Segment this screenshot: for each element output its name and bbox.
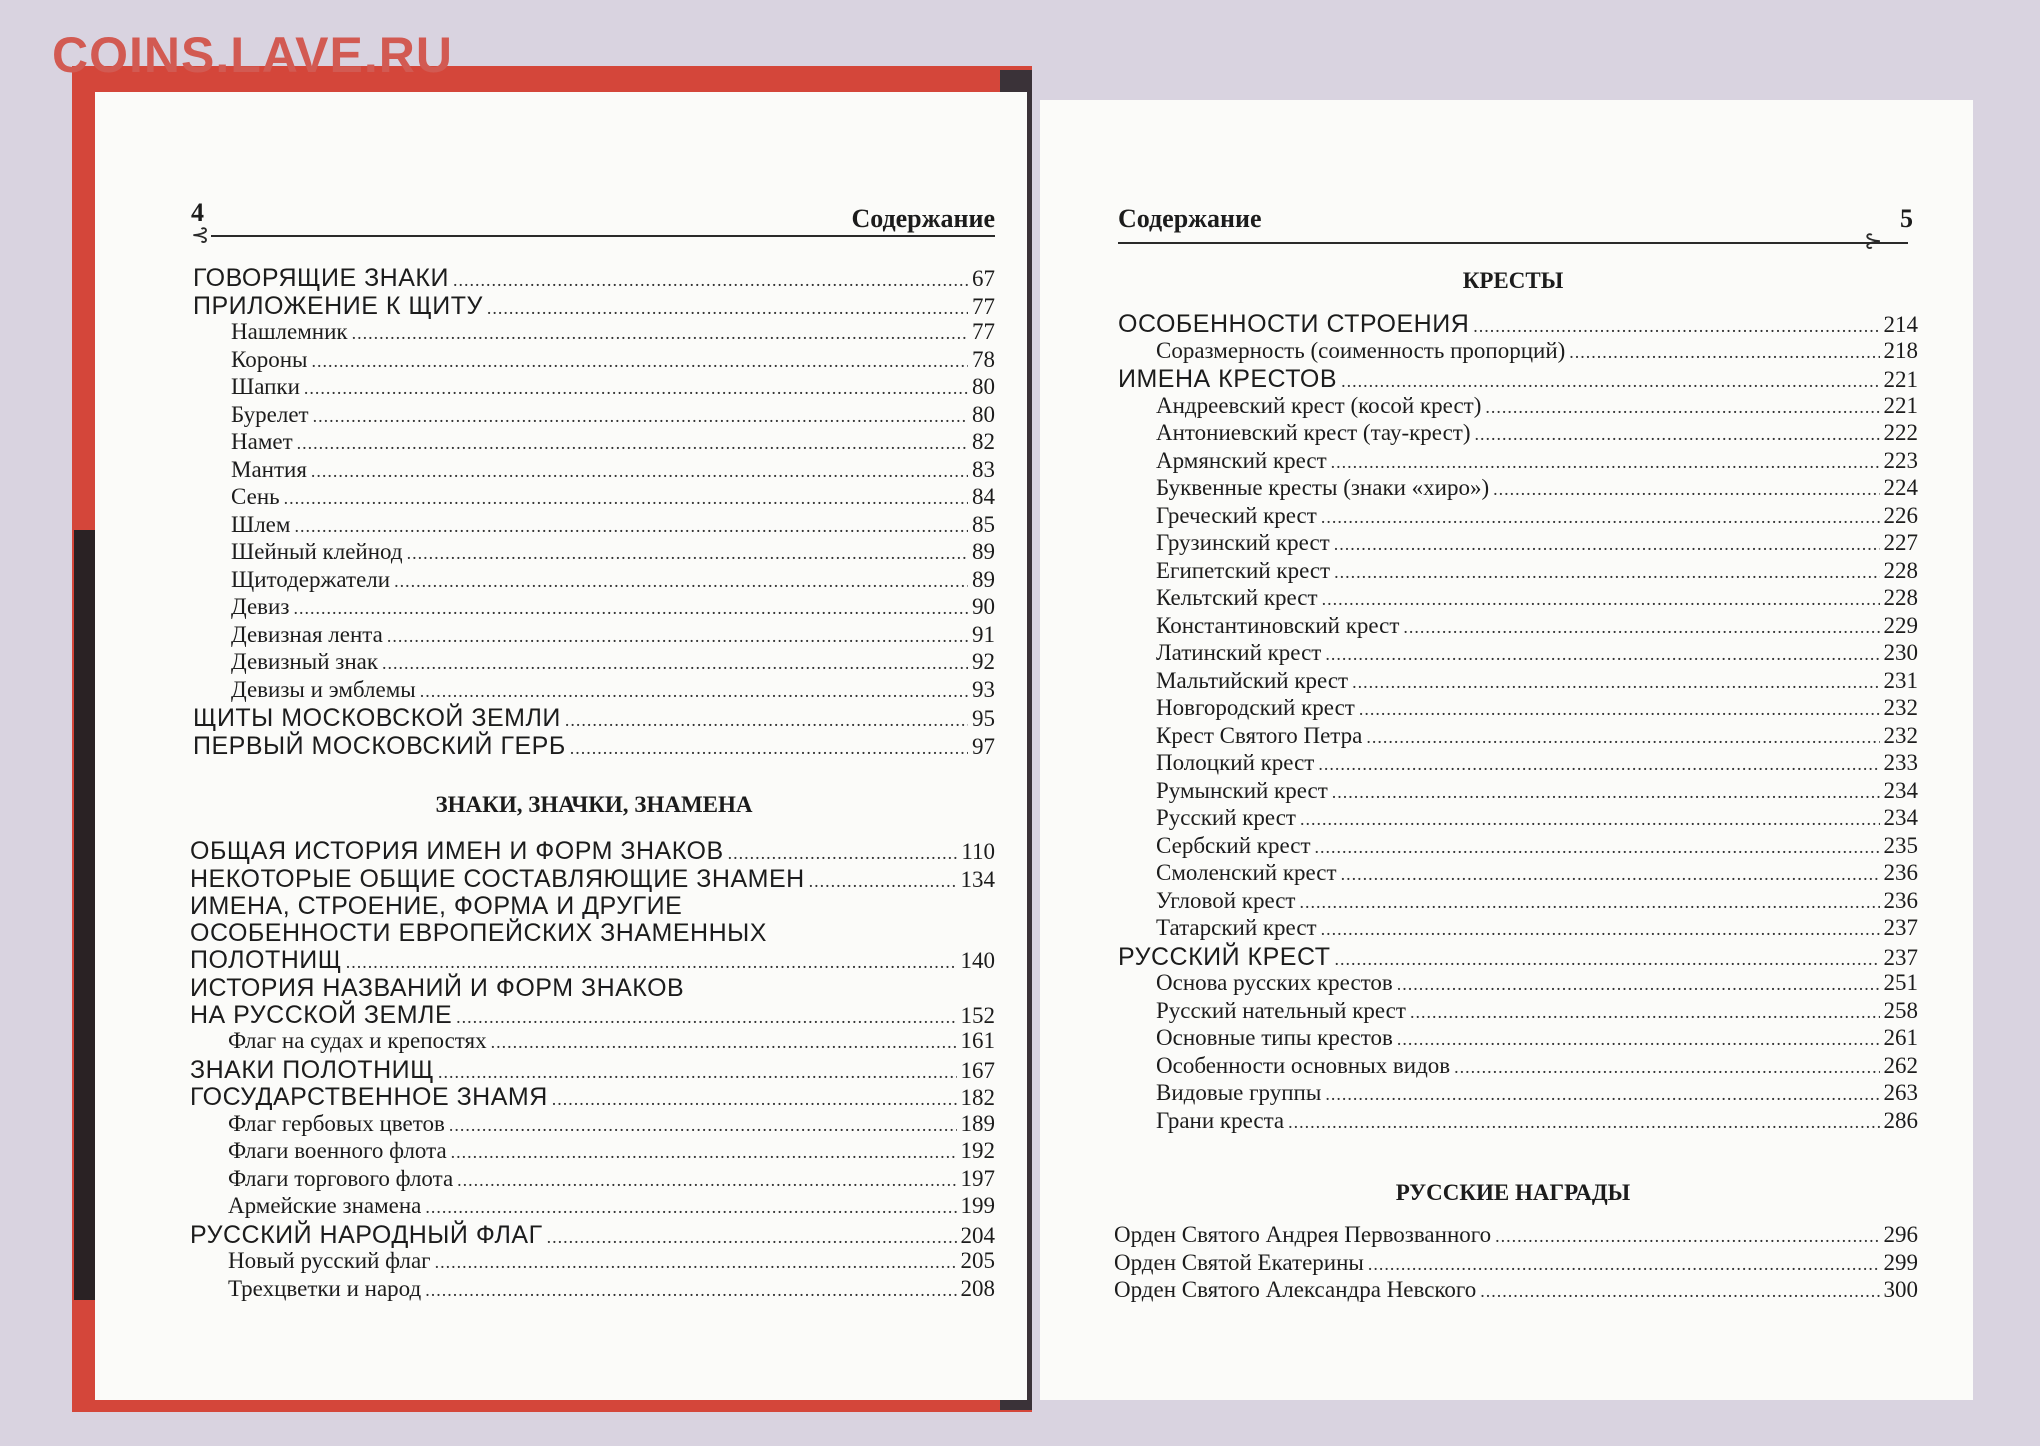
toc-entry bbox=[1114, 1277, 1918, 1305]
toc-entry-page: 80 bbox=[972, 401, 995, 427]
toc-entry-title: ГОВОРЯЩИЕ ЗНАКИ bbox=[193, 264, 449, 292]
toc-entry bbox=[193, 292, 995, 320]
toc-entry-page: 205 bbox=[960, 1248, 995, 1273]
dot-leader bbox=[435, 1252, 957, 1273]
running-header: Содержание bbox=[1118, 204, 1262, 233]
toc-entry-page: 93 bbox=[972, 676, 995, 702]
running-header: Содержание bbox=[851, 204, 995, 233]
toc-entry-page: 97 bbox=[972, 733, 995, 759]
toc-entry-page: 228 bbox=[1883, 557, 1918, 583]
dot-leader bbox=[294, 516, 968, 537]
dot-leader bbox=[425, 1197, 956, 1218]
toc-entry-title: Короны bbox=[231, 346, 308, 372]
toc-entry-title: Щитодержатели bbox=[231, 566, 391, 592]
toc-entry-title: ГОСУДАРСТВЕННОЕ ЗНАМЯ bbox=[190, 1083, 548, 1111]
toc-list bbox=[190, 837, 995, 1303]
toc-entry-page: 261 bbox=[1883, 1025, 1918, 1050]
toc-entry bbox=[190, 1166, 995, 1194]
toc-entry-page: 236 bbox=[1883, 887, 1918, 913]
dot-leader bbox=[304, 378, 968, 399]
toc-entry-page: 192 bbox=[960, 1138, 995, 1163]
toc-entry-page: 83 bbox=[972, 456, 995, 482]
toc-entry-title: Сербский крест bbox=[1156, 832, 1311, 858]
toc-entry-page: 189 bbox=[960, 1110, 995, 1136]
toc-entry-title: Татарский крест bbox=[1156, 915, 1317, 940]
toc-entry-title: ОСОБЕННОСТИ ЕВРОПЕЙСКИХ ЗНАМЕННЫХ bbox=[190, 919, 767, 947]
toc-entry bbox=[193, 484, 995, 512]
toc-entry-page: 218 bbox=[1883, 337, 1918, 363]
toc-entry bbox=[1118, 448, 1918, 476]
dot-leader bbox=[1352, 672, 1879, 693]
toc-entry-title: РУССКИЙ КРЕСТ bbox=[1118, 942, 1331, 971]
toc-entry bbox=[1118, 558, 1918, 586]
toc-entry bbox=[193, 429, 995, 457]
toc-entry-page: 224 bbox=[1883, 475, 1918, 500]
toc-entry bbox=[193, 539, 995, 567]
toc-entry-page: 232 bbox=[1883, 695, 1918, 720]
dot-leader bbox=[487, 298, 968, 319]
toc-entry-title: ЗНАКИ ПОЛОТНИЩ bbox=[190, 1055, 435, 1084]
toc-entry bbox=[1118, 915, 1918, 943]
dot-leader bbox=[382, 653, 968, 674]
dot-leader bbox=[1454, 1057, 1879, 1078]
toc-entry-title: Девизы и эмблемы bbox=[231, 676, 416, 702]
toc-entry-title: ИМЕНА, СТРОЕНИЕ, ФОРМА И ДРУГИЕ bbox=[190, 892, 683, 920]
dot-leader bbox=[809, 871, 957, 892]
toc-entry-title: Флаг гербовых цветов bbox=[228, 1110, 445, 1136]
toc-entry bbox=[193, 622, 995, 650]
toc-entry-title: Флаги торгового флота bbox=[228, 1165, 454, 1191]
toc-entry-page: 152 bbox=[960, 1002, 995, 1028]
toc-list bbox=[1114, 1222, 1918, 1305]
toc-entry bbox=[190, 1138, 995, 1166]
toc-entry-page: 90 bbox=[972, 594, 995, 619]
page-number: 4 bbox=[191, 198, 204, 227]
toc-entry-page: 199 bbox=[960, 1193, 995, 1218]
toc-entry bbox=[190, 865, 995, 893]
toc-entry-page: 80 bbox=[972, 374, 995, 399]
dot-leader bbox=[420, 681, 968, 702]
toc-entry-page: 236 bbox=[1883, 860, 1918, 885]
dot-leader bbox=[1325, 1084, 1879, 1105]
toc-entry bbox=[1118, 1053, 1918, 1081]
toc-entry-title: НЕКОТОРЫЕ ОБЩИЕ СОСТАВЛЯЮЩИЕ ЗНАМЕН bbox=[190, 864, 805, 893]
toc-entry bbox=[190, 1001, 995, 1029]
toc-list bbox=[1118, 310, 1918, 1135]
page-number: 5 bbox=[1900, 204, 1913, 233]
toc-entry bbox=[190, 1111, 995, 1139]
dot-leader bbox=[451, 1142, 957, 1163]
toc-entry-page: 214 bbox=[1883, 312, 1918, 337]
toc-entry bbox=[1118, 420, 1918, 448]
toc-entry-page: 77 bbox=[972, 319, 995, 344]
toc-entry-page: 78 bbox=[972, 346, 995, 372]
dot-leader bbox=[728, 843, 958, 864]
toc-entry-title: Мальтийский крест bbox=[1156, 667, 1349, 693]
toc-entry bbox=[1118, 475, 1918, 503]
toc-entry bbox=[193, 677, 995, 705]
toc-entry-page: 89 bbox=[972, 566, 995, 592]
toc-entry bbox=[193, 732, 995, 760]
toc-entry-title: ИМЕНА КРЕСТОВ bbox=[1118, 365, 1338, 393]
toc-entry-title: Румынский крест bbox=[1156, 777, 1328, 803]
dot-leader bbox=[311, 351, 968, 372]
toc-entry-page: 262 bbox=[1883, 1052, 1918, 1078]
toc-entry bbox=[1118, 365, 1918, 393]
dot-leader bbox=[313, 406, 968, 427]
toc-entry-title: НА РУССКОЙ ЗЕМЛЕ bbox=[190, 1000, 453, 1029]
toc-entry-page: 234 bbox=[1883, 805, 1918, 830]
toc-entry bbox=[1118, 613, 1918, 641]
toc-entry bbox=[190, 974, 995, 1001]
toc-entry-page: 167 bbox=[960, 1057, 995, 1083]
toc-entry-title: Угловой крест bbox=[1156, 887, 1296, 913]
dot-leader bbox=[1318, 754, 1879, 775]
dot-leader bbox=[1495, 1226, 1879, 1247]
toc-entry-title: Константиновский крест bbox=[1156, 612, 1400, 638]
dot-leader bbox=[425, 1280, 956, 1301]
toc-entry-page: 230 bbox=[1883, 640, 1918, 665]
toc-entry-title: Андреевский крест (косой крест) bbox=[1156, 392, 1482, 418]
dot-leader bbox=[1493, 479, 1879, 500]
toc-entry bbox=[193, 567, 995, 595]
dot-leader bbox=[1403, 617, 1879, 638]
dot-leader bbox=[552, 1089, 957, 1110]
dot-leader bbox=[565, 710, 968, 731]
dot-leader bbox=[1321, 919, 1880, 940]
dot-leader bbox=[1569, 342, 1879, 363]
toc-entry-page: 296 bbox=[1883, 1222, 1918, 1247]
toc-entry-title: Буквенные кресты (знаки «хиро») bbox=[1156, 475, 1490, 500]
dot-leader bbox=[438, 1062, 956, 1083]
toc-entry-page: 251 bbox=[1883, 970, 1918, 995]
toc-entry-title: Особенности основных видов bbox=[1156, 1052, 1451, 1078]
toc-entry-page: 204 bbox=[960, 1222, 995, 1248]
dot-leader bbox=[352, 323, 968, 344]
toc-entry-page: 89 bbox=[972, 539, 995, 564]
dot-leader bbox=[311, 461, 968, 482]
toc-entry-page: 237 bbox=[1883, 944, 1918, 970]
dot-leader bbox=[456, 1007, 956, 1028]
section-title: РУССКИЕ НАГРАДЫ bbox=[1395, 1180, 1631, 1205]
left-page bbox=[95, 92, 1027, 1400]
toc-entry-page: 84 bbox=[972, 484, 995, 509]
watermark: COINS.LAVE.RU bbox=[52, 27, 453, 83]
toc-entry-title: ПОЛОТНИЩ bbox=[190, 946, 342, 974]
toc-entry bbox=[1118, 943, 1918, 971]
toc-entry-title: Русский крест bbox=[1156, 805, 1296, 830]
dot-leader bbox=[407, 543, 968, 564]
toc-entry bbox=[1118, 640, 1918, 668]
toc-entry bbox=[193, 594, 995, 622]
toc-entry bbox=[193, 512, 995, 540]
toc-entry bbox=[1118, 750, 1918, 778]
toc-entry bbox=[190, 1276, 995, 1304]
toc-entry-page: 222 bbox=[1883, 420, 1918, 445]
toc-entry-title: ПРИЛОЖЕНИЕ К ЩИТУ bbox=[193, 291, 483, 320]
dot-leader bbox=[297, 433, 968, 454]
toc-entry bbox=[1118, 833, 1918, 861]
toc-entry-page: 82 bbox=[972, 429, 995, 454]
toc-entry-page: 233 bbox=[1883, 750, 1918, 775]
toc-entry-title: Крест Святого Петра bbox=[1156, 722, 1363, 748]
toc-entry bbox=[190, 946, 995, 974]
dot-leader bbox=[1321, 507, 1880, 528]
toc-entry-title: ОСОБЕННОСТИ СТРОЕНИЯ bbox=[1118, 310, 1470, 338]
dot-leader bbox=[1366, 727, 1879, 748]
toc-entry bbox=[193, 402, 995, 430]
dot-leader bbox=[1359, 699, 1880, 720]
toc-entry-page: 134 bbox=[960, 866, 995, 892]
section-title: КРЕСТЫ bbox=[1462, 268, 1564, 293]
toc-entry-title: Сень bbox=[231, 484, 280, 509]
toc-entry-page: 221 bbox=[1883, 367, 1918, 392]
dot-leader bbox=[1299, 892, 1879, 913]
toc-entry-title: Антониевский крест (тау-крест) bbox=[1156, 420, 1471, 445]
toc-entry bbox=[190, 837, 995, 865]
toc-entry-title: Бурелет bbox=[231, 401, 309, 427]
toc-entry bbox=[190, 892, 995, 919]
dot-leader bbox=[293, 598, 968, 619]
toc-entry-page: 197 bbox=[960, 1165, 995, 1191]
dot-leader bbox=[1334, 534, 1880, 555]
dot-leader bbox=[1475, 424, 1880, 445]
toc-entry bbox=[1118, 1080, 1918, 1108]
toc-entry-page: 229 bbox=[1883, 612, 1918, 638]
toc-entry bbox=[1118, 860, 1918, 888]
toc-entry bbox=[190, 1221, 995, 1249]
toc-entry-page: 67 bbox=[972, 266, 995, 291]
dot-leader bbox=[1331, 452, 1880, 473]
dot-leader bbox=[1410, 1002, 1880, 1023]
dot-leader bbox=[1334, 562, 1879, 583]
toc-entry bbox=[190, 1248, 995, 1276]
dot-leader bbox=[570, 738, 968, 759]
toc-entry-title: Шейный клейнод bbox=[231, 539, 403, 564]
toc-entry-page: 77 bbox=[972, 293, 995, 319]
toc-entry-page: 228 bbox=[1883, 585, 1918, 610]
toc-entry-title: Орден Святого Александра Невского bbox=[1114, 1277, 1477, 1302]
toc-entry-page: 299 bbox=[1883, 1249, 1918, 1275]
toc-entry-title: Соразмерность (соименность пропорций) bbox=[1156, 337, 1566, 363]
toc-entry bbox=[1118, 338, 1918, 366]
toc-entry-title: Орден Святой Екатерины bbox=[1114, 1249, 1364, 1275]
dot-leader bbox=[1322, 589, 1880, 610]
toc-entry-title: Новгородский крест bbox=[1156, 695, 1355, 720]
toc-entry-title: Девиз bbox=[231, 594, 290, 619]
ornament-icon: ⊰ bbox=[191, 222, 210, 247]
toc-entry-title: Новый русский флаг bbox=[228, 1248, 431, 1273]
toc-entry bbox=[193, 374, 995, 402]
toc-entry-page: 95 bbox=[972, 706, 995, 731]
toc-entry-page: 286 bbox=[1883, 1107, 1918, 1133]
toc-entry bbox=[1118, 970, 1918, 998]
toc-entry-page: 235 bbox=[1883, 832, 1918, 858]
toc-entry bbox=[1118, 1108, 1918, 1136]
toc-entry-title: Шапки bbox=[231, 374, 300, 399]
dot-leader bbox=[1334, 949, 1879, 970]
toc-entry-page: 226 bbox=[1883, 502, 1918, 528]
toc-entry bbox=[193, 649, 995, 677]
toc-entry-page: 140 bbox=[960, 948, 995, 973]
dot-leader bbox=[491, 1032, 957, 1053]
toc-entry-title: Флаг на судах и крепостях bbox=[228, 1028, 487, 1053]
toc-entry bbox=[1118, 778, 1918, 806]
toc-entry-page: 237 bbox=[1883, 915, 1918, 940]
dot-leader bbox=[1397, 1029, 1880, 1050]
toc-entry-page: 182 bbox=[960, 1085, 995, 1110]
dot-leader bbox=[1473, 316, 1879, 337]
dot-leader bbox=[1288, 1112, 1879, 1133]
toc-entry-title: Орден Святого Андрея Первозванного bbox=[1114, 1222, 1492, 1247]
toc-entry-title: Видовые группы bbox=[1156, 1080, 1322, 1105]
toc-entry-page: 85 bbox=[972, 511, 995, 537]
toc-entry-page: 300 bbox=[1883, 1277, 1918, 1302]
toc-entry-title: Латинский крест bbox=[1156, 640, 1322, 665]
toc-entry bbox=[1118, 1025, 1918, 1053]
toc-entry-title: Намет bbox=[231, 429, 293, 454]
toc-entry-title: Трехцветки и народ bbox=[228, 1275, 422, 1301]
toc-entry bbox=[1118, 805, 1918, 833]
toc-entry bbox=[1118, 503, 1918, 531]
dot-leader bbox=[1332, 782, 1880, 803]
toc-entry-page: 231 bbox=[1883, 667, 1918, 693]
toc-entry-title: ОБЩАЯ ИСТОРИЯ ИМЕН И ФОРМ ЗНАКОВ bbox=[190, 837, 724, 865]
toc-entry-page: 227 bbox=[1883, 530, 1918, 555]
toc-entry-page: 91 bbox=[972, 621, 995, 647]
toc-entry-page: 110 bbox=[961, 839, 995, 864]
toc-entry bbox=[193, 347, 995, 375]
dot-leader bbox=[449, 1115, 957, 1136]
dot-leader bbox=[394, 571, 968, 592]
toc-entry bbox=[190, 1193, 995, 1221]
toc-entry bbox=[1114, 1222, 1918, 1250]
toc-entry-title: Кельтский крест bbox=[1156, 585, 1318, 610]
toc-entry bbox=[190, 1083, 995, 1111]
toc-entry-title: Флаги военного флота bbox=[228, 1138, 447, 1163]
toc-entry bbox=[190, 1056, 995, 1084]
toc-entry-title: Девизная лента bbox=[231, 621, 383, 647]
dot-leader bbox=[1315, 837, 1880, 858]
dot-leader bbox=[284, 488, 968, 509]
dot-leader bbox=[1341, 864, 1880, 885]
dot-leader bbox=[1480, 1281, 1879, 1302]
toc-entry bbox=[1118, 998, 1918, 1026]
toc-entry-page: 232 bbox=[1883, 722, 1918, 748]
toc-entry bbox=[1114, 1250, 1918, 1278]
toc-entry bbox=[1118, 723, 1918, 751]
dot-leader bbox=[387, 626, 968, 647]
dot-leader bbox=[1485, 397, 1879, 418]
dot-leader bbox=[1300, 809, 1880, 830]
header-rule bbox=[211, 235, 995, 237]
toc-entry-title: Основные типы крестов bbox=[1156, 1025, 1393, 1050]
dot-leader bbox=[346, 952, 957, 973]
toc-entry-title: РУССКИЙ НАРОДНЫЙ ФЛАГ bbox=[190, 1220, 543, 1249]
toc-entry-page: 263 bbox=[1883, 1080, 1918, 1105]
dot-leader bbox=[457, 1170, 956, 1191]
toc-entry-title: Полоцкий крест bbox=[1156, 750, 1315, 775]
toc-entry-page: 221 bbox=[1883, 392, 1918, 418]
section-title: ЗНАКИ, ЗНАЧКИ, ЗНАМЕНА bbox=[435, 792, 753, 817]
toc-entry-title: Грани креста bbox=[1156, 1107, 1285, 1133]
toc-entry bbox=[1118, 530, 1918, 558]
toc-entry-page: 234 bbox=[1883, 777, 1918, 803]
ornament-icon: ⊱ bbox=[1864, 228, 1883, 253]
toc-entry-title: Русский нательный крест bbox=[1156, 997, 1406, 1023]
toc-entry-page: 208 bbox=[960, 1275, 995, 1301]
dot-leader bbox=[547, 1227, 957, 1248]
toc-entry-title: Девизный знак bbox=[231, 649, 379, 674]
toc-entry-page: 161 bbox=[960, 1028, 995, 1053]
toc-entry-title: Греческий крест bbox=[1156, 502, 1317, 528]
toc-entry-page: 92 bbox=[972, 649, 995, 674]
toc-entry-title: Армянский крест bbox=[1156, 447, 1327, 473]
toc-entry-title: ИСТОРИЯ НАЗВАНИЙ И ФОРМ ЗНАКОВ bbox=[190, 973, 685, 1002]
toc-entry-title: Нашлемник bbox=[231, 319, 348, 344]
toc-entry-title: Смоленский крест bbox=[1156, 860, 1337, 885]
toc-list bbox=[193, 264, 995, 759]
right-page bbox=[1040, 100, 1973, 1400]
toc-entry bbox=[1118, 393, 1918, 421]
toc-entry bbox=[1118, 695, 1918, 723]
toc-entry-title: ПЕРВЫЙ МОСКОВСКИЙ ГЕРБ bbox=[193, 731, 566, 760]
toc-entry bbox=[193, 704, 995, 732]
toc-entry-title: Мантия bbox=[231, 456, 307, 482]
dot-leader bbox=[1325, 644, 1879, 665]
toc-entry bbox=[193, 319, 995, 347]
toc-entry-page: 223 bbox=[1883, 447, 1918, 473]
toc-entry bbox=[193, 264, 995, 292]
toc-entry bbox=[190, 1028, 995, 1056]
toc-entry-title: Основа русских крестов bbox=[1156, 970, 1393, 995]
toc-entry bbox=[193, 457, 995, 485]
toc-entry-page: 258 bbox=[1883, 997, 1918, 1023]
toc-entry-title: Шлем bbox=[231, 511, 291, 537]
dot-leader bbox=[1341, 371, 1879, 392]
toc-entry-title: Армейские знамена bbox=[228, 1193, 422, 1218]
toc-entry bbox=[1118, 888, 1918, 916]
toc-entry-title: Грузинский крест bbox=[1156, 530, 1330, 555]
dot-leader bbox=[453, 270, 968, 291]
header-rule bbox=[1118, 242, 1908, 244]
toc-entry bbox=[190, 919, 995, 946]
dot-leader bbox=[1397, 974, 1880, 995]
dot-leader bbox=[1368, 1254, 1880, 1275]
toc-entry-title: ЩИТЫ МОСКОВСКОЙ ЗЕМЛИ bbox=[193, 704, 561, 732]
toc-entry-title: Египетский крест bbox=[1156, 557, 1331, 583]
toc-entry bbox=[1118, 585, 1918, 613]
toc-entry bbox=[1118, 668, 1918, 696]
toc-entry bbox=[1118, 310, 1918, 338]
